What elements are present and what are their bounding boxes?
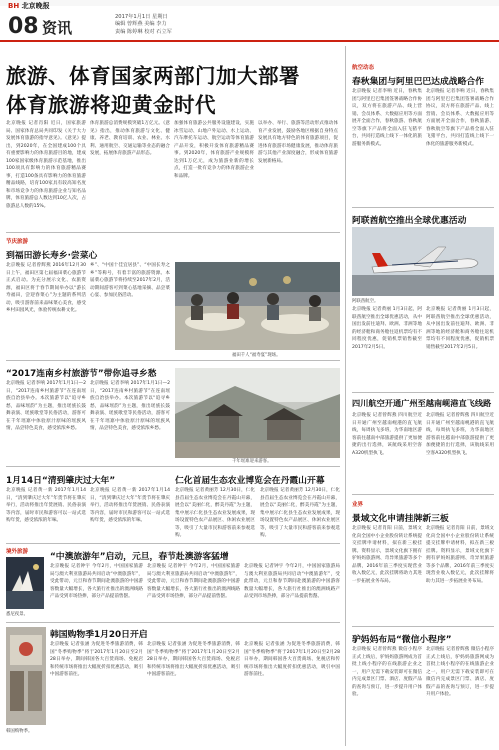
overseas-body: 北京晚报 记者钟宇 今年2月，中国国家旅游局与澳大利亚旅游局共同启动“中澳旅游年”，受此带动，元旦和春节期间赴澳旅游的中国游客数量大幅增长，各大旅行社推出的澳洲线路产品受到市场热捧，部分产品提前售罄。 bbox=[50, 564, 143, 599]
overseas-bottom-rule bbox=[6, 622, 340, 623]
industry-rule bbox=[352, 626, 494, 627]
column-divider bbox=[345, 46, 346, 746]
korea-photo-caption: 韩国购物季。 bbox=[6, 729, 33, 734]
expo-body-cont: 北京晚报 记者黄丽芳 12月30日，仁化县首届生态农业博览会在丹霞山开幕，展会以“美丽仁化，醉美丹霞”为主题，集中展示仁化县生态农业发展成果，现场设置特色农产品展区、休闲农业展区等，吸引了大量市民和游客前来参观选购。 bbox=[260, 488, 340, 538]
header-rule bbox=[0, 40, 499, 42]
proof-line: 责编 陈婷琳 校对 石立军 bbox=[115, 28, 172, 35]
overseas-photo-caption: 悉尼夜景。 bbox=[6, 612, 28, 617]
industry-body-1-cont: 北京晚报 记者肖阳 日前，景域文化向全国中小企业股份转让系统提交挂牌申请材料，拟在新三板挂牌。资料显示，景域文化旗下拥有驴妈妈旅游网、奇异果旅游等多个品牌，2016年前三季度实现营业收入数亿元，此次挂牌将助力其进一步拓展业务布局。 bbox=[426, 526, 494, 584]
citywalk-body-cont: 北京晚报 记者黄一新 2017年1月14日，“清到肇庆过大年”年货节将在肇庆举行，活动将推出年货展销、民俗表演等内容，届时市民和游客可以一站式选购年货，感受浓浓的年味。 bbox=[90, 488, 170, 523]
expo-title: 仁化首届生态农业博览会在丹霞山开幕 bbox=[175, 476, 325, 486]
aviation-body-1-cont: 北京晚报 记者李响 近日，春秋集团与阿里巴巴集团签署战略合作协议，双方将在旅游产品、线上营销、会员体系、大数据应用等方面展开全面合作，春秋旅游、春秋航空等旗下产品将全面入驻飞猪平台，共同打造线上线下一体化的旅游服务新模式。 bbox=[426, 89, 494, 147]
festival-bottom-rule bbox=[6, 360, 340, 361]
lead-column-3: 加强体育旅游公共服务设施建设，实施冰雪运动、山地户外运动、水上运动、汽车摩托车运动、航空运动等体育旅游产品开发，积极开发体育旅游精品赛事。到2020年，体育旅游产业规模将达到1万亿元，成为旅游业新的增长点，打造一批有竞争力的体育旅游企业和品牌。 bbox=[174, 121, 254, 179]
countryside-body: 北京晚报 记者李响 2017年1月1日—2日，“2017连南乡村旅游节”在连南瑶族自治县举办。本次旅游节以“追寻乡愁，品味瑶韵”为主题，推出瑶族长鼓舞表演、瑶族歌堂等民俗活动，游客可在千年瑶寨中体验原汁原味的瑶族风情，品尝特色美食，感受浓浓乡愁。 bbox=[6, 381, 86, 431]
airplane-image bbox=[352, 227, 494, 296]
overseas-title: “中澳旅游年”启动，元旦，春节赴澳游客猛增 bbox=[50, 552, 229, 562]
brand-name: 北京晚报 bbox=[21, 2, 50, 10]
aviation-rule-1 bbox=[352, 207, 494, 208]
industry-title-1: 景域文化申请挂牌新三板 bbox=[352, 514, 449, 524]
top-strip bbox=[0, 0, 499, 6]
lead-bottom-rule bbox=[6, 232, 340, 233]
lead-column-2: 体育旅游总消费规模突破1万亿元。《意见》指出，推动体育旅游与文化、健康、养老、教育培训、农业、林业、水利、通用航空、交通运输等业态的融合发展，拓展体育旅游产品形态。 bbox=[90, 121, 170, 156]
industry-body-1: 北京晚报 记者肖阳 日前，景域文化向全国中小企业股份转让系统提交挂牌申请材料，拟在新三板挂牌。资料显示，景域文化旗下拥有驴妈妈旅游网、奇异果旅游等多个品牌，2016年前三季度实现营业收入数亿元，此次挂牌将助力其进一步拓展业务布局。 bbox=[352, 526, 422, 584]
aviation-title-1: 春秋集团与阿里巴巴达成战略合作 bbox=[352, 77, 484, 87]
industry-body-2-cont: 北京晚报 记者曾辉燕 微信小程序正式上线后，驴妈妈旅游网成为首批上线小程序的在线旅游企业之一，用户无需下载安装即可在微信内完成景区门票、酒店、度假产品的查询与预订，进一步提升用户体验。 bbox=[426, 647, 494, 697]
countryside-body-cont: 北京晚报 记者李响 2017年1月1日—2日，“2017连南乡村旅游节”在连南瑶族自治县举办。本次旅游节以“追寻乡愁，品味瑶韵”为主题，推出瑶族长鼓舞表演、瑶族歌堂等民俗活动，游客可在千年瑶寨中体验原汁原味的瑶族风情，品尝特色美食，感受浓浓乡愁。 bbox=[90, 381, 170, 431]
overseas-tag: 境外旅游 bbox=[6, 549, 29, 555]
aviation-bottom-rule bbox=[352, 494, 494, 495]
aviation-body-2-cont: 北京晚报 记者黄丽 1月3日起，阿联酋航空推出全球优惠活动，从中国出发前往迪拜、欧洲、非洲等地的经济舱和商务舱往返机票均有不同程度优惠，促销机票销售截至2017年2月5日。 bbox=[426, 307, 494, 350]
overseas-body-cont-2: 北京晚报 记者钟宇 今年2月，中国国家旅游局与澳大利亚旅游局共同启动“中澳旅游年”，受此带动，元旦和春节期间赴澳旅游的中国游客数量大幅增长，各大旅行社推出的澳洲线路产品受到市场热捧，部分产品提前售罄。 bbox=[244, 564, 340, 599]
masthead-brand bbox=[8, 1, 50, 11]
festival-photo-caption: 福田千人“福寿宴”现场。 bbox=[232, 353, 281, 358]
aviation-rule-2 bbox=[352, 392, 494, 393]
korea-body: 北京晚报 记者张涵 为促进冬季旅游消费，韩国“冬季购物季”将于2017年1月20日至2月28日举办，期间韩国各大百货商场、免税店和传统市场将推出大幅度折扣优惠活动，吸引中国游客前往。 bbox=[50, 642, 143, 677]
brand-prefix: BH bbox=[8, 2, 20, 10]
village-image bbox=[175, 368, 340, 458]
industry-title-2: 驴妈妈布局“微信小程序” bbox=[352, 635, 452, 645]
section-title: 资讯 bbox=[42, 19, 73, 37]
page-number: 08 bbox=[8, 14, 39, 39]
editor-line: 编辑 曾辉燕 美编 李力 bbox=[115, 21, 167, 28]
expo-bottom-rule bbox=[6, 543, 340, 544]
aviation-photo-caption: 阿联酋航空。 bbox=[352, 299, 379, 304]
countryside-title: “2017连南乡村旅游节”带你追寻乡愁 bbox=[6, 369, 157, 379]
festival-body-2: 乡”、“中国十佳宜居县”、“中国长寿之乡”等称号，有着丰富的旅游资源。本届菜心旅游节将持续至2017年2月，活动期间游客可到菜心基地采摘、品尝菜心宴、参加民俗活动。 bbox=[90, 263, 170, 298]
citywalk-body: 北京晚报 记者黄一新 2017年1月14日，“清到肇庆过大年”年货节将在肇庆举行，活动将推出年货展销、民俗表演等内容，届时市民和游客可以一站式选购年货，感受浓浓的年味。 bbox=[6, 488, 86, 523]
festival-title: 到福田游长寿乡·尝菜心 bbox=[6, 251, 98, 261]
aviation-body-2: 北京晚报 记者黄丽 1月3日起，阿联酋航空推出全球优惠活动，从中国出发前往迪拜、欧洲、非洲等地的经济舱和商务舱往返机票均有不同程度优惠，促销机票销售截至2017年2月5日。 bbox=[352, 307, 422, 350]
korea-photo bbox=[6, 627, 46, 725]
industry-body-2: 北京晚报 记者曾辉燕 微信小程序正式上线后，驴妈妈旅游网成为首批上线小程序的在线旅游企业之一，用户无需下载安装即可在微信内完成景区门票、酒店、度假产品的查询与预订，进一步提升用户体验。 bbox=[352, 647, 422, 697]
banquet-image bbox=[175, 262, 340, 350]
aviation-body-3-cont: 北京晚报 记者曾辉燕 四川航空近日开通广州至越南岘港的直飞航线，每周执飞多班，为华南地区游客前往越南中部旅游提供了更加便捷的出行选择，该航线采用空客A320机型执飞。 bbox=[426, 413, 494, 456]
lead-column-4: 以举办、举行、旅游等活动形式推动体育产业发展，鼓励各地区根据自身特点发展具有地方特色的体育旅游项目，促进体育旅游市场健康发展，推动体育旅游与其他产业深度融合，形成体育旅游发展新格局。 bbox=[258, 121, 338, 164]
overseas-body-cont: 北京晚报 记者钟宇 今年2月，中国国家旅游局与澳大利亚旅游局共同启动“中澳旅游年”，受此带动，元旦和春节期间赴澳旅游的中国游客数量大幅增长，各大旅行社推出的澳洲线路产品受到市场热捧，部分产品提前售罄。 bbox=[147, 564, 240, 599]
festival-body-1: 北京晚报 记者曾辉燕 2016年12月30日上午，福田区第七届福田菜心旅游节正式启动。为充分展示文化、农旅资源，福田区将于春节期间举办以“游长寿福田，尝迎春菜心”为主题的系列活动，吸引游客前来品味菜心美食，感受乡村田园风光，体验传统农耕文化。 bbox=[6, 263, 86, 313]
lead-headline bbox=[6, 62, 341, 120]
festival-tag: 节庆旅游 bbox=[6, 239, 29, 245]
korea-body-cont: 北京晚报 记者张涵 为促进冬季旅游消费，韩国“冬季购物季”将于2017年1月20日至2月28日举办，期间韩国各大百货商场、免税店和传统市场将推出大幅度折扣优惠活动，吸引中国游客前往。 bbox=[147, 642, 240, 677]
header-meta bbox=[115, 14, 172, 36]
shopping-image bbox=[6, 627, 46, 725]
korea-title: 韩国购物季1月20日开启 bbox=[50, 630, 148, 640]
headline-line-2: 体育旅游将迎黄金时代 bbox=[6, 93, 216, 117]
aviation-body-3: 北京晚报 记者曾辉燕 四川航空近日开通广州至越南岘港的直飞航线，每周执飞多班，为华南地区游客前往越南中部旅游提供了更加便捷的出行选择，该航线采用空客A320机型执飞。 bbox=[352, 413, 422, 456]
countryside-photo-caption: 千年瑶寨迎来游客。 bbox=[232, 459, 272, 464]
headline-line-1: 旅游、体育国家两部门加大部署 bbox=[6, 64, 300, 88]
korea-body-cont-2: 北京晚报 记者张涵 为促进冬季旅游消费，韩国“冬季购物季”将于2017年1月20日至2月28日举办，期间韩国各大百货商场、免税店和传统市场将推出大幅度折扣优惠活动，吸引中国游客前往。 bbox=[244, 642, 340, 677]
lead-column-1: 北京晚报 记者肖阳 近日，国家旅游局、国家体育总局共同印发《关于大力发展体育旅游的指导意见》。《意见》提出，到2020年，在全国建成100个具有重要影响力的体育旅游目的地，建成100家国家级体育旅游示范基地，推出100项具有影响力的体育旅游精品赛事，打造100条具有影响力的体育旅游精品线路，培育100家具有较高知名度和市场竞争力的体育旅游企业与知名品牌，体育旅游总人数达到10亿人次，占旅游总人数的15%。 bbox=[6, 121, 86, 209]
expo-body: 北京晚报 记者黄丽芳 12月30日，仁化县首届生态农业博览会在丹霞山开幕，展会以“美丽仁化，醉美丹霞”为主题，集中展示仁化县生态农业发展成果，现场设置特色农产品展区、休闲农业展区等，吸引了大量市民和游客前来参观选购。 bbox=[175, 488, 255, 538]
issue-date: 2017年1月1日 星期日 bbox=[115, 14, 168, 20]
industry-tag: 业界 bbox=[352, 502, 364, 508]
aviation-body-1: 北京晚报 记者李响 近日，春秋集团与阿里巴巴集团签署战略合作协议，双方将在旅游产品、线上营销、会员体系、大数据应用等方面展开全面合作，春秋旅游、春秋航空等旗下产品将全面入驻飞猪平台，共同打造线上线下一体化的旅游服务新模式。 bbox=[352, 89, 422, 147]
aviation-title-3: 四川航空开通广州至越南岘港直飞线路 bbox=[352, 398, 492, 408]
countryside-bottom-rule bbox=[6, 466, 340, 467]
countryside-photo bbox=[175, 368, 340, 458]
citywalk-title: 1月14日“清到肇庆过大年” bbox=[6, 476, 116, 486]
aviation-title-2: 阿联酋航空推出全球优惠活动 bbox=[352, 216, 467, 226]
aviation-photo bbox=[352, 227, 494, 296]
festival-photo bbox=[175, 262, 340, 350]
sydney-image bbox=[6, 557, 44, 609]
overseas-photo bbox=[6, 557, 44, 609]
aviation-tag: 航空动态 bbox=[352, 65, 375, 71]
